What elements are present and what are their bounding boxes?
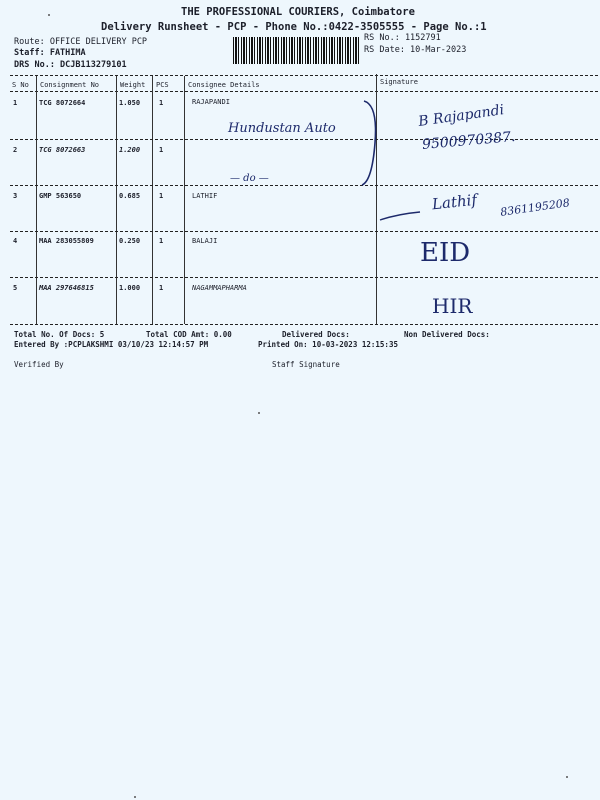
row-weight: 1.200 — [119, 146, 141, 154]
row-rule — [10, 231, 598, 232]
handwritten-bracket — [360, 97, 384, 189]
signature-row1-phone: 9500970387. — [421, 128, 517, 154]
col-pcs: PCS — [156, 81, 169, 89]
total-cod-amt: Total COD Amt: 0.00 — [146, 330, 232, 339]
row-consignment: TCG 8072663 — [39, 146, 86, 154]
row-sno: 5 — [13, 284, 18, 292]
staff-label: Staff: FATHIMA — [14, 48, 86, 58]
signature-row1: B Rajapandi — [417, 102, 506, 130]
signature-row4: EID — [420, 238, 471, 268]
handwritten-ditto: — do — — [230, 173, 269, 184]
row-pcs: 1 — [159, 146, 164, 154]
signature-row5: HIR — [432, 294, 473, 318]
drs-number: DRS No.: DCJB113279101 — [14, 60, 127, 70]
table-bottom-rule — [10, 324, 598, 325]
row-rule — [10, 185, 598, 186]
printed-on: Printed On: 10-03-2023 12:15:35 — [258, 340, 398, 349]
col-consignee: Consignee Details — [188, 81, 260, 89]
col-separator — [152, 76, 153, 324]
row-consignee: NAGAMMAPHARMA — [192, 284, 247, 292]
col-consignment: Consignment No — [40, 81, 100, 89]
signature-stroke — [378, 208, 422, 224]
scan-speck — [566, 776, 568, 778]
row-weight: 0.250 — [119, 237, 141, 245]
runsheet-title: Delivery Runsheet - PCP - Phone No.:0422-3505555 - Page No.:1 — [101, 21, 487, 33]
barcode-image — [233, 37, 360, 64]
handwritten-consignee-note: Hundustan Auto — [228, 121, 336, 136]
row-consignment: MAA 283055809 — [39, 237, 94, 245]
scan-speck — [48, 14, 50, 16]
route-label: Route: OFFICE DELIVERY PCP — [14, 37, 148, 47]
row-sno: 4 — [13, 237, 18, 245]
col-signature: Signature — [380, 78, 418, 86]
row-consignee: BALAJI — [192, 237, 218, 245]
row-pcs: 1 — [159, 99, 164, 107]
row-consignee: LATHIF — [192, 192, 218, 200]
row-pcs: 1 — [159, 192, 164, 200]
col-sno: S No — [12, 81, 29, 89]
rs-number: RS No.: 1152791 — [364, 33, 441, 43]
row-weight: 1.000 — [119, 284, 141, 292]
company-title: THE PROFESSIONAL COURIERS, Coimbatore — [181, 6, 415, 18]
rs-date: RS Date: 10-Mar-2023 — [364, 45, 467, 55]
row-consignment: GMP 563650 — [39, 192, 82, 200]
row-weight: 0.685 — [119, 192, 141, 200]
row-pcs: 1 — [159, 284, 164, 292]
col-weight: Weight — [120, 81, 146, 89]
row-pcs: 1 — [159, 237, 164, 245]
row-sno: 1 — [13, 99, 18, 107]
col-separator — [36, 76, 37, 324]
row-sno: 3 — [13, 192, 18, 200]
row-weight: 1.050 — [119, 99, 141, 107]
signature-row3: Lathif — [431, 190, 478, 214]
table-top-rule — [10, 75, 598, 76]
scan-speck — [134, 796, 136, 798]
staff-signature: Staff Signature — [272, 360, 340, 369]
scan-speck — [258, 412, 260, 414]
row-rule — [10, 277, 598, 278]
signature-row3-phone: 8361195208 — [499, 196, 571, 219]
col-separator — [184, 76, 185, 324]
col-separator — [116, 76, 117, 324]
row-sno: 2 — [13, 146, 18, 154]
delivered-docs: Delivered Docs: — [282, 330, 350, 339]
total-docs: Total No. Of Docs: 5 — [14, 330, 105, 339]
verified-by: Verified By — [14, 360, 64, 369]
row-consignment: TCG 8072664 — [39, 99, 86, 107]
table-header-rule — [10, 91, 598, 92]
non-delivered-docs: Non Delivered Docs: — [404, 330, 490, 339]
row-consignment: MAA 297646815 — [39, 284, 94, 292]
row-consignee: RAJAPANDI — [192, 98, 230, 106]
entered-by: Entered By :PCPLAKSHMI 03/10/23 12:14:57 PM — [14, 340, 209, 349]
